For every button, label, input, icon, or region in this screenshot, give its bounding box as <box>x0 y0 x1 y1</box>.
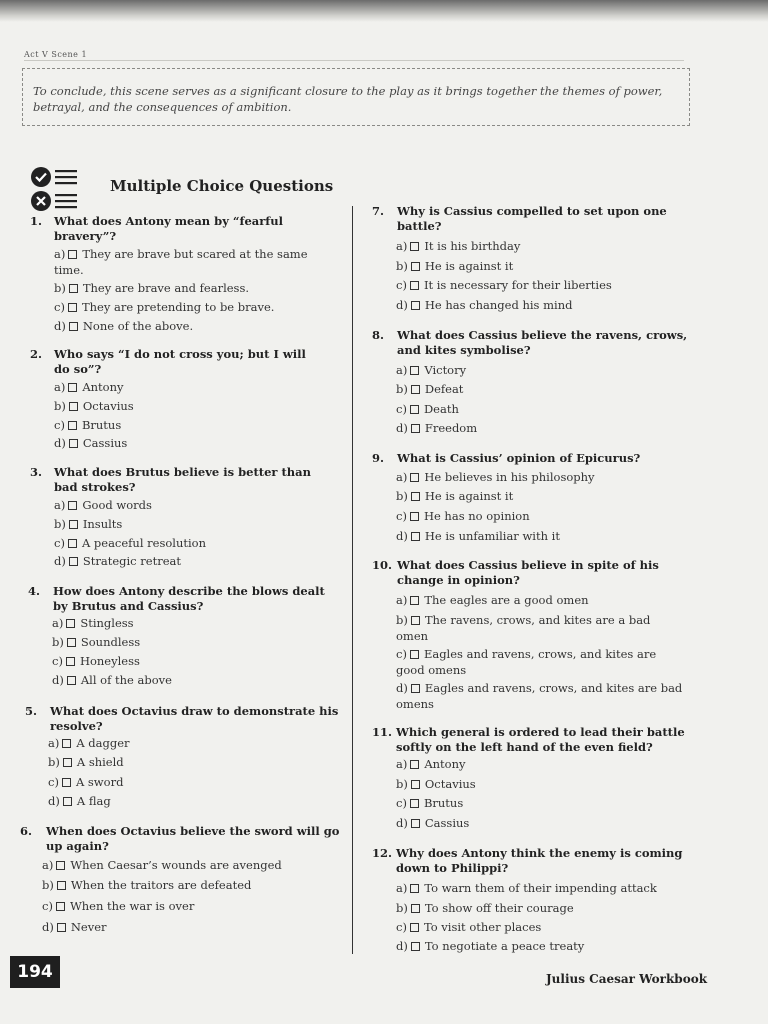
option-letter: b) <box>54 399 66 413</box>
option-text <box>396 939 584 953</box>
option-letter: b) <box>42 878 54 892</box>
option-4b[interactable] <box>52 634 140 650</box>
checkbox[interactable] <box>69 284 78 293</box>
option-letter: d) <box>396 681 408 695</box>
option-2b[interactable] <box>54 398 134 414</box>
option-text <box>396 816 469 830</box>
checkbox[interactable] <box>410 473 419 482</box>
option-letter: b) <box>396 259 408 273</box>
option-text <box>52 635 140 649</box>
option-label: All of the above <box>80 673 172 687</box>
option-5a[interactable] <box>48 735 130 751</box>
summary-text: To conclude, this scene serves as a significant closure to the play as it brings together the themes of power, betrayal, and the consequences of ambition. <box>33 84 663 114</box>
option-label: He has no opinion <box>423 509 530 523</box>
option-label: When Caesar’s wounds are avenged <box>70 858 282 872</box>
option-label: To warn them of their impending attack <box>424 881 657 895</box>
option-10b[interactable] <box>396 612 686 644</box>
checkbox[interactable] <box>69 439 78 448</box>
book-title: Julius Caesar Workbook <box>546 972 708 986</box>
option-3d[interactable] <box>54 553 181 569</box>
option-letter: a) <box>52 616 64 630</box>
option-text <box>396 489 513 503</box>
column-divider <box>352 206 353 954</box>
question-number: 11. <box>372 725 393 739</box>
option-8a[interactable] <box>396 362 466 378</box>
option-3a[interactable] <box>54 497 152 513</box>
option-text <box>396 529 560 543</box>
option-letter: d) <box>54 436 66 450</box>
checkbox[interactable] <box>411 684 420 693</box>
option-label: They are brave but scared at the same time. <box>54 247 308 277</box>
checkbox[interactable] <box>411 942 420 951</box>
option-letter: a) <box>42 858 54 872</box>
option-text <box>42 920 107 934</box>
question-text: When does Octavius believe the sword will go up again? <box>46 824 340 853</box>
option-text <box>396 796 463 810</box>
option-2d[interactable] <box>54 435 127 451</box>
checkbox[interactable] <box>411 385 420 394</box>
checkbox[interactable] <box>410 650 419 659</box>
option-text <box>396 278 612 292</box>
option-11b[interactable] <box>396 776 476 792</box>
question-number: 7. <box>372 204 385 218</box>
question-text: What is Cassius’ opinion of Epicurus? <box>397 451 641 465</box>
question-text: What does Brutus believe is better than bad strokes? <box>54 465 311 494</box>
option-3b[interactable] <box>54 516 122 532</box>
option-letter: c) <box>54 536 65 550</box>
option-label: The ravens, crows, and kites are a bad omen <box>396 613 651 643</box>
option-text <box>54 418 121 432</box>
checkbox[interactable] <box>411 424 420 433</box>
option-text <box>54 554 181 568</box>
option-letter: a) <box>396 881 408 895</box>
option-label: Antony <box>424 757 466 771</box>
option-text <box>396 363 466 377</box>
checkbox[interactable] <box>68 421 77 430</box>
question-text: What does Antony mean by “fearful bravery”? <box>54 214 283 243</box>
checkbox[interactable] <box>56 861 65 870</box>
option-letter: d) <box>54 554 66 568</box>
question-number: 5. <box>25 704 38 718</box>
option-label: A peaceful resolution <box>81 536 207 550</box>
option-label: Freedom <box>424 421 478 435</box>
option-6a[interactable] <box>42 857 282 873</box>
checkbox[interactable] <box>69 520 78 529</box>
option-2a[interactable] <box>54 379 124 395</box>
option-text <box>54 247 308 277</box>
option-label: Cassius <box>82 436 128 450</box>
option-label: Honeyless <box>79 654 140 668</box>
option-text <box>54 399 134 413</box>
option-text <box>396 509 530 523</box>
option-text <box>396 259 513 273</box>
option-letter: c) <box>396 509 407 523</box>
option-text <box>54 517 122 531</box>
checkbox[interactable] <box>67 676 76 685</box>
checkbox[interactable] <box>63 758 72 767</box>
option-text <box>396 647 656 677</box>
checkbox[interactable] <box>411 492 420 501</box>
option-10a[interactable] <box>396 592 589 608</box>
option-12b[interactable] <box>396 900 574 916</box>
checkbox[interactable] <box>68 303 77 312</box>
option-letter: d) <box>48 794 60 808</box>
option-1c[interactable] <box>54 299 274 315</box>
option-label: Eagles and ravens, crows, and kites are good omens <box>396 647 657 677</box>
option-4a[interactable] <box>52 615 134 631</box>
option-letter: c) <box>396 647 407 661</box>
option-letter: c) <box>396 796 407 810</box>
option-letter: d) <box>396 529 408 543</box>
option-7c[interactable] <box>396 277 612 293</box>
checkbox[interactable] <box>69 402 78 411</box>
option-letter: a) <box>396 470 408 484</box>
option-letter: c) <box>42 899 53 913</box>
option-label: Strategic retreat <box>82 554 181 568</box>
checkbox[interactable] <box>411 780 420 789</box>
option-letter: c) <box>396 402 407 416</box>
checkbox[interactable] <box>62 739 71 748</box>
checkbox[interactable] <box>410 405 419 414</box>
option-letter: a) <box>396 239 408 253</box>
option-label: Brutus <box>423 796 464 810</box>
option-text <box>54 281 249 295</box>
question-number: 1. <box>30 214 43 228</box>
option-label: None of the above. <box>82 319 194 333</box>
option-label: Victory <box>424 363 467 377</box>
option-letter: a) <box>396 757 408 771</box>
option-letter: b) <box>396 382 408 396</box>
option-text <box>396 613 650 643</box>
question-text: What does Cassius believe in spite of his change in opinion? <box>397 558 659 587</box>
option-letter: a) <box>48 736 60 750</box>
option-text <box>48 736 130 750</box>
option-label: He believes in his philosophy <box>424 470 595 484</box>
option-label: Antony <box>82 380 124 394</box>
option-label: Stingless <box>80 616 134 630</box>
option-letter: b) <box>396 777 408 791</box>
option-label: Brutus <box>81 418 122 432</box>
option-10c[interactable] <box>396 646 686 678</box>
option-11c[interactable] <box>396 795 463 811</box>
option-text <box>48 775 123 789</box>
option-letter: c) <box>396 920 407 934</box>
option-letter: b) <box>396 489 408 503</box>
checkbox[interactable] <box>411 819 420 828</box>
question-number: 3. <box>30 465 43 479</box>
option-11d[interactable] <box>396 815 469 831</box>
checkbox[interactable] <box>68 539 77 548</box>
option-text <box>54 436 127 450</box>
option-7b[interactable] <box>396 258 513 274</box>
option-12d[interactable] <box>396 938 584 954</box>
option-text <box>42 858 282 872</box>
checkbox[interactable] <box>410 596 419 605</box>
option-text <box>396 757 466 771</box>
option-9b[interactable] <box>396 488 513 504</box>
option-8c[interactable] <box>396 401 459 417</box>
question-text: What does Octavius draw to demonstrate his resolve? <box>50 704 339 733</box>
option-text <box>396 777 476 791</box>
option-label: They are brave and fearless. <box>82 281 250 295</box>
option-text <box>396 239 520 253</box>
checkbox[interactable] <box>57 923 66 932</box>
option-4d[interactable] <box>52 672 172 688</box>
option-text <box>396 901 574 915</box>
checkbox[interactable] <box>410 760 419 769</box>
checkbox[interactable] <box>68 383 77 392</box>
checkbox[interactable] <box>410 884 419 893</box>
checkbox[interactable] <box>410 242 419 251</box>
option-label: It is necessary for their liberties <box>423 278 612 292</box>
question-text: Why does Antony think the enemy is coming down to Philippi? <box>396 846 683 875</box>
checkbox[interactable] <box>411 616 420 625</box>
option-1b[interactable] <box>54 280 249 296</box>
checkbox[interactable] <box>62 778 71 787</box>
option-label: To show off their courage <box>424 901 574 915</box>
question-text: Who says “I do not cross you; but I will do so”? <box>54 347 306 376</box>
option-label: The eagles are a good omen <box>424 593 589 607</box>
option-9a[interactable] <box>396 469 595 485</box>
option-label: He is against it <box>424 489 514 503</box>
option-letter: b) <box>48 755 60 769</box>
checkbox[interactable] <box>68 501 77 510</box>
question-number: 4. <box>28 584 41 598</box>
option-4c[interactable] <box>52 653 140 669</box>
option-text <box>42 899 194 913</box>
checkbox[interactable] <box>411 532 420 541</box>
option-label: Insults <box>82 517 123 531</box>
option-letter: b) <box>54 517 66 531</box>
option-label: To negotiate a peace treaty <box>424 939 585 953</box>
option-letter: c) <box>52 654 63 668</box>
question-text: What does Cassius believe the ravens, crows, and kites symbolise? <box>397 328 688 357</box>
option-letter: d) <box>396 421 408 435</box>
option-label: He is against it <box>424 259 514 273</box>
option-text <box>396 593 589 607</box>
checkbox[interactable] <box>410 923 419 932</box>
option-7d[interactable] <box>396 297 572 313</box>
option-label: To visit other places <box>423 920 542 934</box>
question-number: 6. <box>20 824 33 838</box>
option-text <box>54 319 193 333</box>
option-letter: a) <box>54 498 66 512</box>
option-letter: d) <box>396 298 408 312</box>
option-letter: b) <box>396 901 408 915</box>
checkbox[interactable] <box>56 902 65 911</box>
page-number: 194 <box>10 956 60 988</box>
question-number: 10. <box>372 558 393 572</box>
option-label: A dagger <box>76 736 130 750</box>
checkbox[interactable] <box>410 512 419 521</box>
option-label: A shield <box>76 755 124 769</box>
option-label: Defeat <box>424 382 464 396</box>
option-5c[interactable] <box>48 774 123 790</box>
option-letter: b) <box>396 613 408 627</box>
question-number: 9. <box>372 451 385 465</box>
option-label: He has changed his mind <box>424 298 573 312</box>
option-letter: b) <box>54 281 66 295</box>
option-label: Cassius <box>424 816 470 830</box>
option-label: It is his birthday <box>424 239 521 253</box>
option-1a[interactable] <box>54 246 314 278</box>
question-number: 2. <box>30 347 43 361</box>
option-text <box>396 920 541 934</box>
option-letter: c) <box>396 278 407 292</box>
question-number: 8. <box>372 328 385 342</box>
option-6d[interactable] <box>42 919 107 935</box>
option-text <box>396 681 682 711</box>
checkbox[interactable] <box>410 366 419 375</box>
multiple-choice-icon <box>30 165 82 213</box>
option-text <box>396 470 595 484</box>
checkbox[interactable] <box>63 797 72 806</box>
option-label: He is unfamiliar with it <box>424 529 560 543</box>
question-text: Which general is ordered to lead their battle softly on the left hand of the even field? <box>396 725 685 754</box>
checkbox[interactable] <box>69 322 78 331</box>
question-text: How does Antony describe the blows dealt by Brutus and Cassius? <box>53 584 325 613</box>
option-1d[interactable] <box>54 318 193 334</box>
option-label: Soundless <box>80 635 141 649</box>
option-text <box>48 755 124 769</box>
option-12c[interactable] <box>396 919 541 935</box>
option-3c[interactable] <box>54 535 206 551</box>
checkbox[interactable] <box>66 619 75 628</box>
option-6c[interactable] <box>42 898 194 914</box>
option-label: They are pretending to be brave. <box>81 300 275 314</box>
option-label: Death <box>423 402 459 416</box>
page-top-shadow <box>0 0 768 22</box>
option-text <box>396 382 463 396</box>
option-letter: b) <box>52 635 64 649</box>
option-label: A flag <box>76 794 111 808</box>
option-text <box>52 673 172 687</box>
option-letter: d) <box>396 939 408 953</box>
checkbox[interactable] <box>67 638 76 647</box>
option-text <box>42 878 251 892</box>
option-label: A sword <box>75 775 124 789</box>
option-letter: d) <box>52 673 64 687</box>
option-text <box>396 421 477 435</box>
option-label: Never <box>70 920 107 934</box>
option-text <box>52 654 140 668</box>
option-text <box>48 794 111 808</box>
option-label: Eagles and ravens, crows, and kites are bad omens <box>396 681 683 711</box>
option-text <box>54 380 124 394</box>
option-6b[interactable] <box>42 877 251 893</box>
summary-box <box>22 68 690 126</box>
option-label: When the traitors are defeated <box>70 878 252 892</box>
option-letter: a) <box>54 380 66 394</box>
option-8b[interactable] <box>396 381 463 397</box>
checkbox[interactable] <box>66 657 75 666</box>
option-text <box>54 536 206 550</box>
option-9c[interactable] <box>396 508 530 524</box>
option-text <box>52 616 134 630</box>
option-2c[interactable] <box>54 417 121 433</box>
option-letter: a) <box>54 247 66 261</box>
option-label: When the war is over <box>69 899 195 913</box>
option-5d[interactable] <box>48 793 111 809</box>
option-text <box>396 402 459 416</box>
checkbox[interactable] <box>411 301 420 310</box>
option-5b[interactable] <box>48 754 124 770</box>
header-rule <box>24 60 684 61</box>
option-10d[interactable] <box>396 680 686 712</box>
checkbox[interactable] <box>69 557 78 566</box>
option-letter: d) <box>396 816 408 830</box>
checkbox[interactable] <box>410 799 419 808</box>
checkbox[interactable] <box>68 250 77 259</box>
option-letter: d) <box>42 920 54 934</box>
option-letter: c) <box>54 418 65 432</box>
option-text <box>396 881 657 895</box>
checkbox[interactable] <box>410 281 419 290</box>
checkbox[interactable] <box>411 904 420 913</box>
option-letter: c) <box>54 300 65 314</box>
option-8d[interactable] <box>396 420 477 436</box>
option-label: Good words <box>82 498 152 512</box>
option-7a[interactable] <box>396 238 520 254</box>
checkbox[interactable] <box>57 881 66 890</box>
option-9d[interactable] <box>396 528 560 544</box>
question-number: 12. <box>372 846 393 860</box>
option-label: Octavius <box>424 777 476 791</box>
option-label: Octavius <box>82 399 134 413</box>
checkbox[interactable] <box>411 262 420 271</box>
option-text <box>396 298 572 312</box>
option-12a[interactable] <box>396 880 657 896</box>
option-letter: a) <box>396 593 408 607</box>
running-header: Act V Scene 1 <box>24 50 88 59</box>
option-letter: d) <box>54 319 66 333</box>
section-title: Multiple Choice Questions <box>110 177 334 195</box>
option-letter: c) <box>48 775 59 789</box>
option-text <box>54 498 152 512</box>
option-11a[interactable] <box>396 756 466 772</box>
question-text: Why is Cassius compelled to set upon one battle? <box>397 204 667 233</box>
option-letter: a) <box>396 363 408 377</box>
option-text <box>54 300 274 314</box>
